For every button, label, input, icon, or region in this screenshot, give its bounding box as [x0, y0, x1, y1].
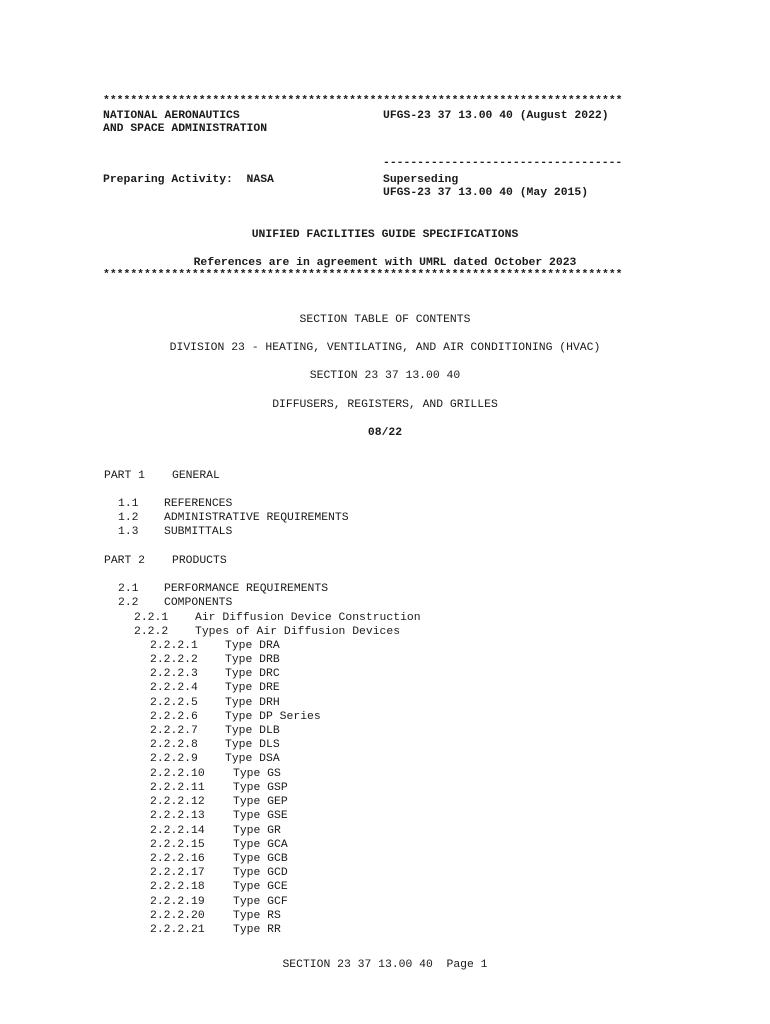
- toc-title-entry: Type GSE: [233, 810, 288, 822]
- ufgs-superseded-id: UFGS-23 37 13.00 40 (May 2015): [383, 187, 589, 199]
- toc-title-entry: Type GS: [233, 768, 281, 780]
- toc-title-entry: Type GCB: [233, 853, 288, 865]
- toc-number: 2.2.2.15: [150, 839, 205, 851]
- unified-title: UNIFIED FACILITIES GUIDE SPECIFICATIONS: [251, 229, 519, 241]
- toc-number: 2.2.2: [134, 626, 169, 638]
- toc-number: 2.2.2.21: [150, 924, 205, 936]
- division-title: DIVISION 23 - HEATING, VENTILATING, AND AIR CONDITIONING (HVAC): [169, 342, 601, 354]
- toc-number: 2.2.2.20: [150, 910, 205, 922]
- part1-number: PART 1: [104, 470, 146, 482]
- toc-title: SECTION TABLE OF CONTENTS: [299, 314, 471, 326]
- toc-title-entry: Type DSA: [225, 753, 280, 765]
- toc-number: 2.2.1: [134, 612, 169, 624]
- section-number: SECTION 23 37 13.00 40: [309, 370, 461, 382]
- toc-title-entry: Type DRC: [225, 668, 280, 680]
- part1-title: GENERAL: [172, 470, 220, 482]
- toc-title-entry: Type GEP: [233, 796, 288, 808]
- toc-number: 2.2: [118, 597, 139, 609]
- toc-number: 1.2: [118, 512, 139, 524]
- toc-number: 2.2.2.6: [150, 711, 198, 723]
- toc-number: 2.1: [118, 583, 139, 595]
- toc-title-entry: Type DRB: [225, 654, 280, 666]
- toc-number: 2.2.2.2: [150, 654, 198, 666]
- section-subject: DIFFUSERS, REGISTERS, AND GRILLES: [272, 399, 498, 411]
- toc-title-entry: Type DRA: [225, 640, 280, 652]
- org-name-line1: NATIONAL AERONAUTICS: [103, 110, 240, 122]
- page-footer: SECTION 23 37 13.00 40 Page 1: [282, 959, 488, 971]
- toc-title-entry: Type DLS: [225, 739, 280, 751]
- toc-title-entry: Type GR: [233, 825, 281, 837]
- part2-title: PRODUCTS: [172, 555, 227, 567]
- toc-title-entry: COMPONENTS: [164, 597, 233, 609]
- asterisk-border-bottom: ****************************************************************************: [103, 269, 623, 281]
- part2-number: PART 2: [104, 555, 146, 567]
- toc-title-entry: Type DRH: [225, 697, 280, 709]
- toc-title-entry: Type GCF: [233, 896, 288, 908]
- toc-number: 1.3: [118, 526, 139, 538]
- toc-title-entry: Air Diffusion Device Construction: [195, 612, 421, 624]
- asterisk-border-top: ****************************************************************************: [103, 95, 623, 107]
- toc-number: 2.2.2.5: [150, 697, 198, 709]
- toc-number: 2.2.2.16: [150, 853, 205, 865]
- toc-title-entry: PERFORMANCE REQUIREMENTS: [164, 583, 329, 595]
- toc-title-entry: SUBMITTALS: [164, 526, 233, 538]
- toc-number: 2.2.2.3: [150, 668, 198, 680]
- toc-number: 2.2.2.18: [150, 881, 205, 893]
- toc-number: 2.2.2.11: [150, 782, 205, 794]
- section-date: 08/22: [367, 427, 403, 439]
- dash-separator: -----------------------------------: [383, 157, 623, 169]
- toc-title-entry: Type GCD: [233, 867, 288, 879]
- toc-number: 2.2.2.7: [150, 725, 198, 737]
- toc-number: 2.2.2.13: [150, 810, 205, 822]
- toc-title-entry: Type DRE: [225, 682, 280, 694]
- toc-title-entry: Type RS: [233, 910, 281, 922]
- superseding-label: Superseding: [383, 174, 459, 186]
- toc-title-entry: Type GCE: [233, 881, 288, 893]
- toc-title-entry: Type GSP: [233, 782, 288, 794]
- umrl-note: References are in agreement with UMRL dated October 2023: [193, 257, 577, 269]
- toc-number: 2.2.2.8: [150, 739, 198, 751]
- toc-title-entry: ADMINISTRATIVE REQUIREMENTS: [164, 512, 349, 524]
- toc-title-entry: Type RR: [233, 924, 281, 936]
- toc-title-entry: Types of Air Diffusion Devices: [195, 626, 401, 638]
- toc-title-entry: Type DP Series: [225, 711, 321, 723]
- preparing-activity: Preparing Activity: NASA: [103, 174, 274, 186]
- toc-number: 2.2.2.1: [150, 640, 198, 652]
- toc-number: 2.2.2.4: [150, 682, 198, 694]
- toc-number: 1.1: [118, 498, 139, 510]
- toc-number: 2.2.2.14: [150, 825, 205, 837]
- toc-number: 2.2.2.17: [150, 867, 205, 879]
- toc-number: 2.2.2.19: [150, 896, 205, 908]
- toc-number: 2.2.2.9: [150, 753, 198, 765]
- toc-title-entry: Type GCA: [233, 839, 288, 851]
- toc-title-entry: REFERENCES: [164, 498, 233, 510]
- toc-title-entry: Type DLB: [225, 725, 280, 737]
- toc-number: 2.2.2.12: [150, 796, 205, 808]
- toc-number: 2.2.2.10: [150, 768, 205, 780]
- ufgs-current-id: UFGS-23 37 13.00 40 (August 2022): [383, 110, 609, 122]
- org-name-line2: AND SPACE ADMINISTRATION: [103, 123, 268, 135]
